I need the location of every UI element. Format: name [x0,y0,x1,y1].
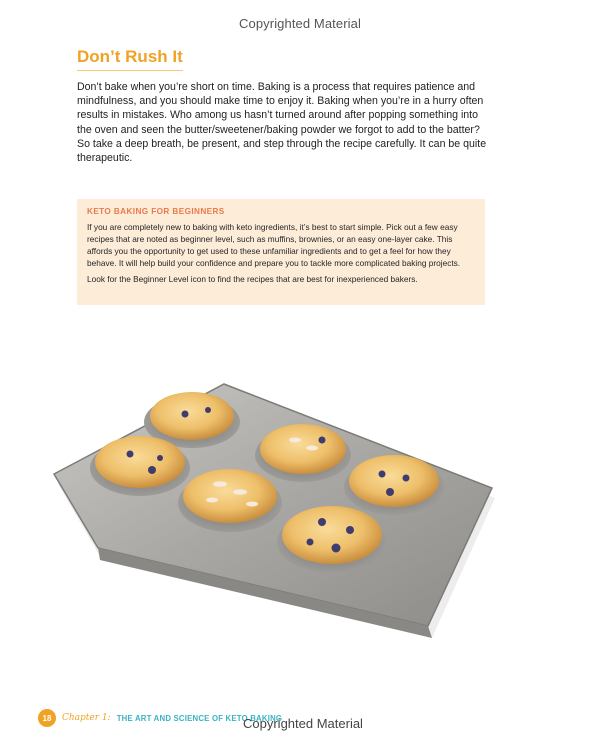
page-number: 18 [38,709,56,727]
callout-paragraph-2: Look for the Beginner Level icon to find the recipes that are best for inexperienced bakers. [87,274,418,284]
section-body: Don’t bake when you’re short on time. Baking is a process that requires patience and mindfulness, and you should make time to enjoy it. Baking when you’re in a hurry often results in mistakes. Who among us hasn’t turned around after popping something into the oven and seen the butter/sweetener/baking powder we forgot to add to the batter? So take a deep breath, be present, and step through the recipe carefully. It can be quite therapeutic. [77,81,487,165]
watermark-top: Copyrighted Material [239,16,361,31]
muffin [260,424,346,474]
muffin [95,436,185,488]
callout-box [77,199,485,305]
chapter-title: THE ART AND SCIENCE OF KETO BAKING [116,713,283,723]
muffin [282,506,382,564]
muffin-tin-photo [40,370,560,670]
watermark-bottom: Copyrighted Material [243,716,363,731]
muffin [150,392,234,440]
chapter-label: Chapter 1: [62,713,111,723]
muffin [183,469,277,523]
callout-paragraph-1: If you are completely new to baking with keto ingredients, it’s best to start simple. Pick out a few easy recipes that are noted as beginner level, such as muffins, brownies, or an easy one-layer cake. This affords you the opportunity to get used to these unfamiliar ingredients and to get a feel for how they behave. It will help build your confidence and prepare you to tackle more complicated baking projects. [87,222,461,268]
muffin [349,455,439,507]
callout-title: KETO BAKING FOR BEGINNERS [87,207,225,216]
section-heading: Don’t Rush It [77,47,183,71]
